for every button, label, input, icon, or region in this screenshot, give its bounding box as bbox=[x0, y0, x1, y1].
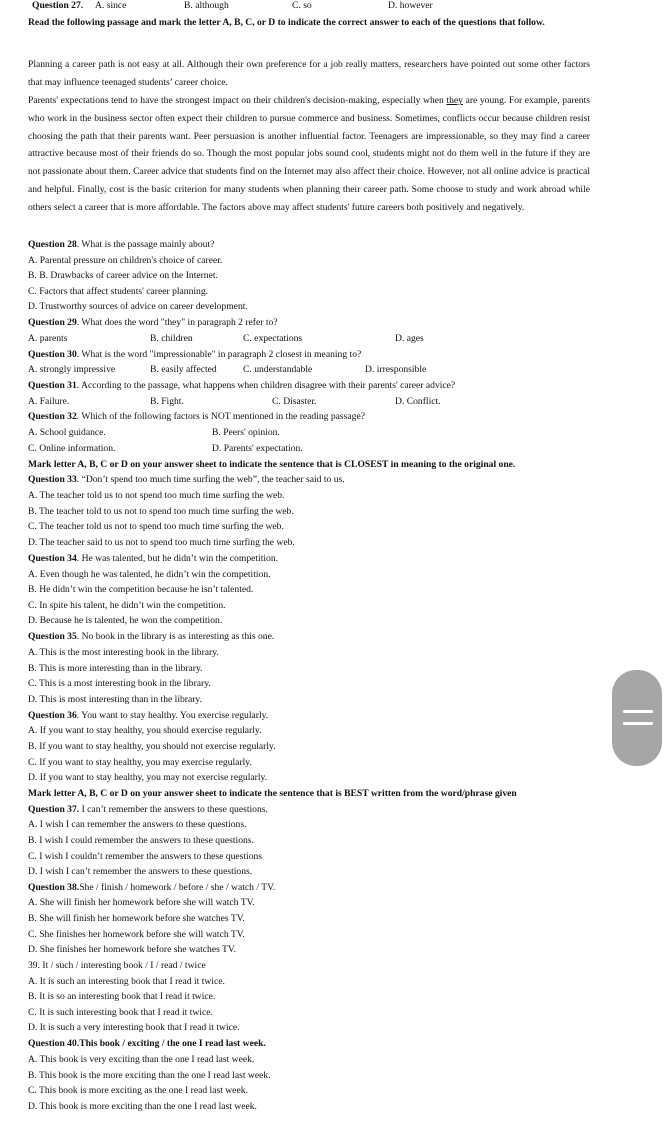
q27-option-c[interactable]: C. so bbox=[292, 0, 312, 11]
q28-option-a[interactable]: A. Parental pressure on children's choice of career. bbox=[28, 255, 223, 266]
q39-option-c[interactable]: C. It is such interesting book that I read it twice. bbox=[28, 1007, 213, 1018]
q30-stem: Question 30. What is the word "impressionable" in paragraph 2 closest in meaning to? bbox=[28, 349, 362, 360]
handle-grip-icon bbox=[623, 722, 653, 725]
q38-option-d[interactable]: D. She finishes her homework before she watches TV. bbox=[28, 944, 236, 955]
q36-option-b[interactable]: B. If you want to stay healthy, you should not exercise regularly. bbox=[28, 741, 276, 752]
q39-option-d[interactable]: D. It is such a very interesting book that I read it twice. bbox=[28, 1022, 240, 1033]
q34-option-a[interactable]: A. Even though he was talented, he didn’t win the competition. bbox=[28, 569, 271, 580]
q31-option-c[interactable]: C. Disaster. bbox=[272, 396, 317, 407]
q34-option-d[interactable]: D. Because he is talented, he won the competition. bbox=[28, 615, 223, 626]
q34-option-c[interactable]: C. In spite his talent, he didn’t win the competition. bbox=[28, 600, 226, 611]
q29-option-c[interactable]: C. expectations bbox=[243, 333, 303, 344]
passage-paragraph-2: Parents' expectations tend to have the strongest impact on their children's decision-making, especially when they are young. For example, parents who work in the business sector often expect their children to pursue commerce and business. Sometimes, conflicts occur because children resist choosing the path that their parents want. Peer persuasion is another influential factor. Teenagers are impressionable, so they may find a career attractive because most of their friends do so. Though the most popular jobs sound cool, students might not do them well in the future if they are not passionate about them. Career advice that students find on the Internet may also affect their choice. However, not all online advice is practical and helpful. Finally, cost is the basic criterion for many students when planning their career path. Some choose to study and work abroad while others select a career that is more affordable. The factors above may affect students' future careers both positively and negatively. bbox=[28, 95, 590, 213]
q40-option-c[interactable]: C. This book is more exciting as the one I read last week. bbox=[28, 1085, 248, 1096]
q27-option-d[interactable]: D. however bbox=[388, 0, 433, 11]
q38-option-c[interactable]: C. She finishes her homework before she will watch TV. bbox=[28, 929, 245, 940]
q27-option-a[interactable]: A. since bbox=[95, 0, 127, 11]
q27-label: Question 27. bbox=[32, 0, 84, 11]
q34-stem: Question 34. He was talented, but he didn’t win the competition. bbox=[28, 553, 279, 564]
q33-option-d[interactable]: D. The teacher said to us not to spend too much time surfing the web. bbox=[28, 537, 295, 548]
q37-option-a[interactable]: A. I wish I can remember the answers to these questions. bbox=[28, 819, 247, 830]
q32-option-d[interactable]: D. Parents' expectation. bbox=[212, 443, 303, 454]
closest-meaning-instruction: Mark letter A, B, C or D on your answer sheet to indicate the sentence that is CLOSEST in meaning to the original one. bbox=[28, 459, 516, 470]
q31-stem: Question 31. According to the passage, what happens when children disagree with their parents' career advice? bbox=[28, 380, 456, 391]
q36-stem: Question 36. You want to stay healthy. You exercise regularly. bbox=[28, 710, 269, 721]
q37-option-b[interactable]: B. I wish I could remember the answers to these questions. bbox=[28, 835, 254, 846]
q40-option-b[interactable]: B. This book is the more exciting than the one I read last week. bbox=[28, 1070, 271, 1081]
q33-stem: Question 33. “Don’t spend too much time surfing the web”, the teacher said to us. bbox=[28, 474, 345, 485]
passage-paragraph-1: Planning a career path is not easy at all. Although their own preference for a job really matters, researchers have pointed out some other factors that may influence teenaged students’ career choice. bbox=[28, 59, 590, 88]
q33-option-c[interactable]: C. The teacher told us not to spend too much time surfing the web. bbox=[28, 521, 284, 532]
q38-option-a[interactable]: A. She will finish her homework before she will watch TV. bbox=[28, 897, 255, 908]
underlined-word-they: they bbox=[446, 95, 463, 106]
q39-stem: 39. It / such / interesting book / I / read / twice bbox=[28, 960, 206, 971]
q40-stem: Question 40.This book / exciting / the one I read last week. bbox=[28, 1038, 266, 1049]
q39-option-b[interactable]: B. It is so an interesting book that I read it twice. bbox=[28, 991, 216, 1002]
q28-stem: Question 28. What is the passage mainly about? bbox=[28, 239, 215, 250]
q35-option-b[interactable]: B. This is more interesting than in the library. bbox=[28, 663, 203, 674]
q33-option-b[interactable]: B. The teacher told to us not to spend too much time surfing the web. bbox=[28, 506, 294, 517]
reading-instruction: Read the following passage and mark the letter A, B, C, or D to indicate the correct answer to each of the questions that follow. bbox=[28, 17, 545, 28]
q29-option-d[interactable]: D. ages bbox=[395, 333, 424, 344]
q28-option-b[interactable]: B. B. Drawbacks of career advice on the Internet. bbox=[28, 270, 218, 281]
q30-option-a[interactable]: A. strongly impressive bbox=[28, 364, 116, 375]
q32-option-a[interactable]: A. School guidance. bbox=[28, 427, 106, 438]
q37-option-c[interactable]: C. I wish I couldn’t remember the answers to these questions bbox=[28, 851, 263, 862]
q38-option-b[interactable]: B. She will finish her homework before she watches TV. bbox=[28, 913, 245, 924]
q39-option-a[interactable]: A. It is such an interesting book that I read it twice. bbox=[28, 976, 225, 987]
q40-option-a[interactable]: A. This book is very exciting than the one I read last week. bbox=[28, 1054, 255, 1065]
q36-option-c[interactable]: C. If you want to stay healthy, you may exercise regularly. bbox=[28, 757, 252, 768]
q29-stem: Question 29. What does the word "they" in paragraph 2 refer to? bbox=[28, 317, 278, 328]
handle-grip-icon bbox=[623, 710, 653, 713]
q31-option-a[interactable]: A. Failure. bbox=[28, 396, 70, 407]
q35-option-d[interactable]: D. This is most interesting than in the library. bbox=[28, 694, 202, 705]
q40-option-d[interactable]: D. This book is more exciting than the one I read last week. bbox=[28, 1101, 257, 1112]
best-written-instruction: Mark letter A, B, C or D on your answer sheet to indicate the sentence that is BEST written from the word/phrase given bbox=[28, 788, 517, 799]
q32-stem: Question 32. Which of the following factors is NOT mentioned in the reading passage? bbox=[28, 411, 365, 422]
q32-option-c[interactable]: C. Online information. bbox=[28, 443, 116, 454]
q37-option-d[interactable]: D. I wish I can’t remember the answers to these questions. bbox=[28, 866, 253, 877]
q33-option-a[interactable]: A. The teacher told us to not spend too much time surfing the web. bbox=[28, 490, 285, 501]
q37-stem: Question 37. I can’t remember the answers to these questions. bbox=[28, 804, 268, 815]
q30-option-b[interactable]: B. easily affected bbox=[150, 364, 217, 375]
q34-option-b[interactable]: B. He didn’t win the competition because he isn’t talented. bbox=[28, 584, 254, 595]
q28-option-c[interactable]: C. Factors that affect students' career planning. bbox=[28, 286, 209, 297]
q31-option-b[interactable]: B. Fight. bbox=[150, 396, 184, 407]
q28-option-d[interactable]: D. Trustworthy sources of advice on career development. bbox=[28, 301, 248, 312]
q30-option-c[interactable]: C. understandable bbox=[243, 364, 313, 375]
q35-option-a[interactable]: A. This is the most interesting book in the library. bbox=[28, 647, 219, 658]
q27-option-b[interactable]: B. although bbox=[184, 0, 229, 11]
q36-option-d[interactable]: D. If you want to stay healthy, you may not exercise regularly. bbox=[28, 772, 268, 783]
q31-option-d[interactable]: D. Conflict. bbox=[395, 396, 441, 407]
q35-stem: Question 35. No book in the library is as interesting as this one. bbox=[28, 631, 275, 642]
q35-option-c[interactable]: C. This is a most interesting book in the library. bbox=[28, 678, 211, 689]
q29-option-a[interactable]: A. parents bbox=[28, 333, 68, 344]
q36-option-a[interactable]: A. If you want to stay healthy, you should exercise regularly. bbox=[28, 725, 262, 736]
scroll-handle[interactable] bbox=[612, 670, 662, 766]
q30-option-d[interactable]: D. irresponsible bbox=[365, 364, 427, 375]
q29-option-b[interactable]: B. children bbox=[150, 333, 193, 344]
q32-option-b[interactable]: B. Peers' opinion. bbox=[212, 427, 280, 438]
q38-stem: Question 38.She / finish / homework / before / she / watch / TV. bbox=[28, 882, 276, 893]
